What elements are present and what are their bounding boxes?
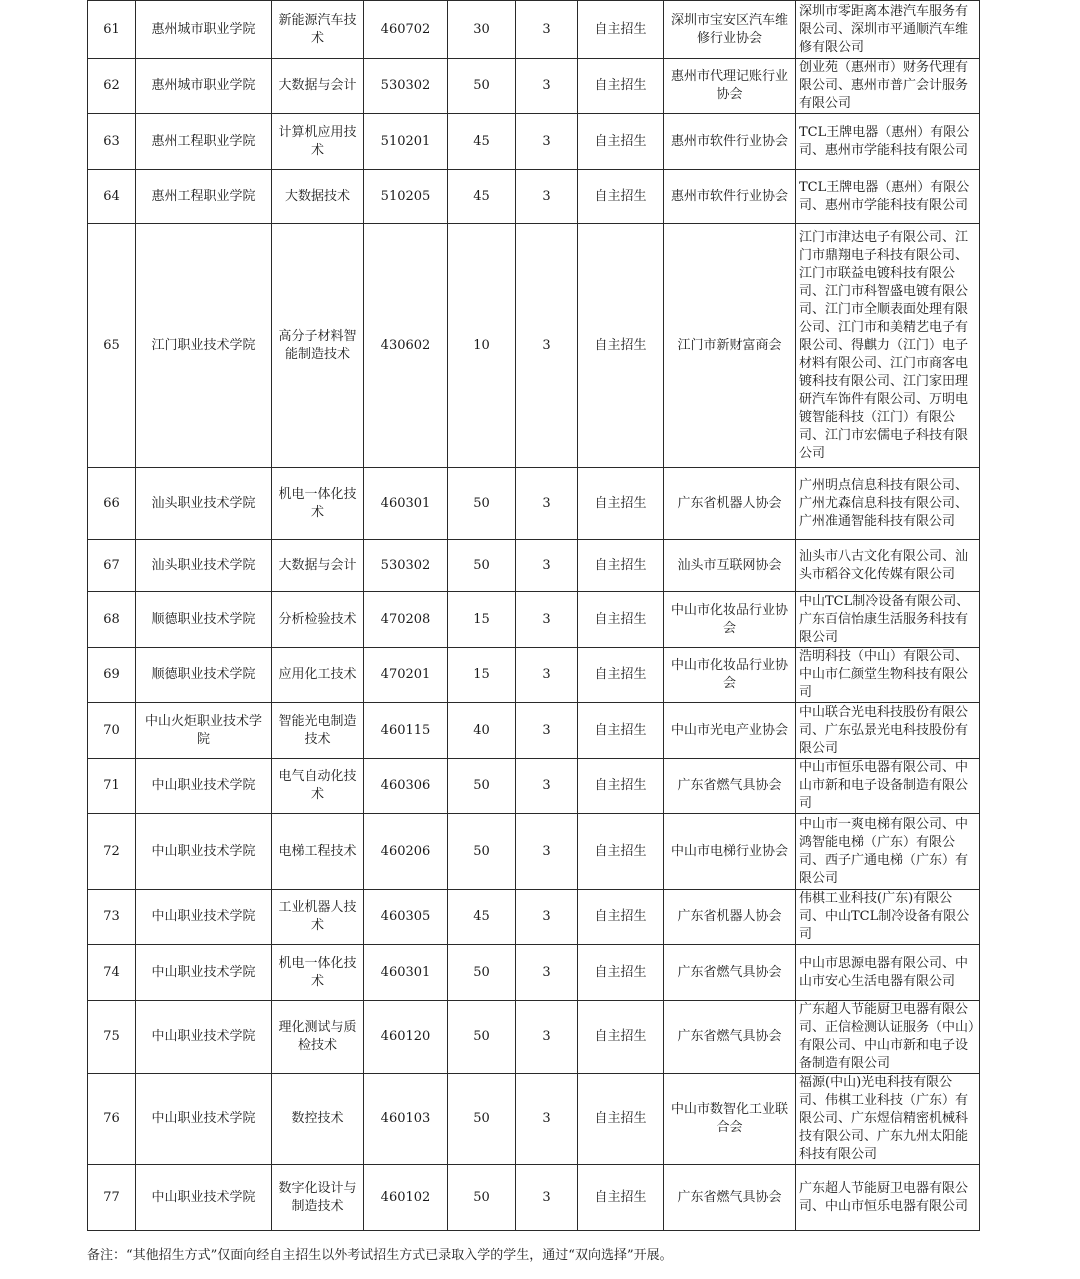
association-name: 中山市数智化工业联合会 [664, 1074, 796, 1165]
admission-mode: 自主招生 [578, 59, 664, 114]
major-name: 分析检验技术 [272, 592, 364, 648]
major-name: 工业机器人技术 [272, 890, 364, 945]
study-years: 3 [516, 703, 578, 759]
study-years: 3 [516, 114, 578, 170]
table-row [88, 945, 980, 1001]
school-name: 中山职业技术学院 [136, 1165, 272, 1231]
school-name: 汕头职业技术学院 [136, 468, 272, 540]
row-number: 74 [88, 945, 136, 1001]
table-row [88, 1165, 980, 1231]
admission-table-page [87, 0, 979, 1231]
association-name: 中山市化妆品行业协会 [664, 648, 796, 703]
study-years: 3 [516, 759, 578, 814]
table-row [88, 648, 980, 703]
association-name: 惠州市软件行业协会 [664, 170, 796, 224]
school-name: 江门职业技术学院 [136, 224, 272, 468]
school-name: 惠州工程职业学院 [136, 114, 272, 170]
major-name: 大数据与会计 [272, 540, 364, 592]
row-number: 72 [88, 814, 136, 890]
plan-count: 40 [448, 703, 516, 759]
row-number: 64 [88, 170, 136, 224]
partner-companies: 广东超人节能厨卫电器有限公司、中山市恒乐电器有限公司 [796, 1165, 980, 1231]
partner-companies: 中山TCL制冷设备有限公司、广东百信怡康生活服务科技有限公司 [796, 592, 980, 648]
study-years: 3 [516, 648, 578, 703]
major-name: 数字化设计与制造技术 [272, 1165, 364, 1231]
admission-mode: 自主招生 [578, 224, 664, 468]
plan-count: 50 [448, 1074, 516, 1165]
major-name: 高分子材料智能制造技术 [272, 224, 364, 468]
major-name: 理化测试与质检技术 [272, 1001, 364, 1074]
admission-mode: 自主招生 [578, 468, 664, 540]
partner-companies: TCL王牌电器（惠州）有限公司、惠州市学能科技有限公司 [796, 114, 980, 170]
association-name: 中山市化妆品行业协会 [664, 592, 796, 648]
partner-companies: 中山市一爽电梯有限公司、中鸿智能电梯（广东）有限公司、西子广通电梯（广东）有限公司 [796, 814, 980, 890]
association-name: 中山市光电产业协会 [664, 703, 796, 759]
row-number: 75 [88, 1001, 136, 1074]
plan-count: 15 [448, 648, 516, 703]
school-name: 中山职业技术学院 [136, 1074, 272, 1165]
major-name: 电梯工程技术 [272, 814, 364, 890]
row-number: 71 [88, 759, 136, 814]
row-number: 73 [88, 890, 136, 945]
plan-count: 10 [448, 224, 516, 468]
table-row [88, 59, 980, 114]
table-row [88, 468, 980, 540]
row-number: 70 [88, 703, 136, 759]
row-number: 67 [88, 540, 136, 592]
major-name: 大数据技术 [272, 170, 364, 224]
major-code: 530302 [364, 59, 448, 114]
association-name: 广东省燃气具协会 [664, 759, 796, 814]
major-name: 数控技术 [272, 1074, 364, 1165]
admission-mode: 自主招生 [578, 540, 664, 592]
association-name: 汕头市互联网协会 [664, 540, 796, 592]
major-code: 460102 [364, 1165, 448, 1231]
study-years: 3 [516, 890, 578, 945]
association-name: 惠州市代理记账行业协会 [664, 59, 796, 114]
footnote: 备注：“其他招生方式”仅面向经自主招生以外考试招生方式已录取入学的学生，通过“双向选择”开展。 [87, 1248, 673, 1263]
school-name: 惠州城市职业学院 [136, 1, 272, 59]
study-years: 3 [516, 1074, 578, 1165]
table-row [88, 814, 980, 890]
admission-mode: 自主招生 [578, 648, 664, 703]
association-name: 广东省燃气具协会 [664, 945, 796, 1001]
admission-mode: 自主招生 [578, 592, 664, 648]
major-name: 电气自动化技术 [272, 759, 364, 814]
plan-count: 45 [448, 890, 516, 945]
school-name: 中山火炬职业技术学院 [136, 703, 272, 759]
association-name: 广东省机器人协会 [664, 468, 796, 540]
major-name: 计算机应用技术 [272, 114, 364, 170]
study-years: 3 [516, 592, 578, 648]
major-name: 大数据与会计 [272, 59, 364, 114]
major-code: 510205 [364, 170, 448, 224]
association-name: 中山市电梯行业协会 [664, 814, 796, 890]
study-years: 3 [516, 540, 578, 592]
partner-companies: 福源(中山)光电科技有限公司、伟棋工业科技（广东）有限公司、广东煜信精密机械科技有限公司、广东九州太阳能科技有限公司 [796, 1074, 980, 1165]
association-name: 广东省燃气具协会 [664, 1165, 796, 1231]
plan-count: 45 [448, 170, 516, 224]
major-code: 460306 [364, 759, 448, 814]
plan-count: 45 [448, 114, 516, 170]
partner-companies: 汕头市八古文化有限公司、汕头市稻谷文化传媒有限公司 [796, 540, 980, 592]
study-years: 3 [516, 814, 578, 890]
study-years: 3 [516, 1, 578, 59]
major-code: 460120 [364, 1001, 448, 1074]
plan-count: 50 [448, 540, 516, 592]
admission-mode: 自主招生 [578, 759, 664, 814]
major-code: 430602 [364, 224, 448, 468]
row-number: 65 [88, 224, 136, 468]
study-years: 3 [516, 1165, 578, 1231]
study-years: 3 [516, 1001, 578, 1074]
admission-mode: 自主招生 [578, 1165, 664, 1231]
admission-mode: 自主招生 [578, 945, 664, 1001]
table-body [88, 1, 980, 1231]
row-number: 62 [88, 59, 136, 114]
table-row [88, 170, 980, 224]
admission-mode: 自主招生 [578, 814, 664, 890]
major-code: 460103 [364, 1074, 448, 1165]
table-row [88, 759, 980, 814]
major-name: 新能源汽车技术 [272, 1, 364, 59]
major-name: 机电一体化技术 [272, 468, 364, 540]
admission-mode: 自主招生 [578, 170, 664, 224]
plan-count: 50 [448, 59, 516, 114]
plan-count: 50 [448, 1165, 516, 1231]
table-row [88, 592, 980, 648]
major-code: 460301 [364, 468, 448, 540]
partner-companies: 中山联合光电科技股份有限公司、广东弘景光电科技股份有限公司 [796, 703, 980, 759]
row-number: 61 [88, 1, 136, 59]
study-years: 3 [516, 170, 578, 224]
major-code: 510201 [364, 114, 448, 170]
association-name: 广东省机器人协会 [664, 890, 796, 945]
school-name: 中山职业技术学院 [136, 1001, 272, 1074]
partner-companies: 伟棋工业科技(广东)有限公司、中山TCL制冷设备有限公司 [796, 890, 980, 945]
school-name: 顺德职业技术学院 [136, 592, 272, 648]
plan-count: 50 [448, 759, 516, 814]
table-row [88, 224, 980, 468]
association-name: 惠州市软件行业协会 [664, 114, 796, 170]
row-number: 76 [88, 1074, 136, 1165]
association-name: 广东省燃气具协会 [664, 1001, 796, 1074]
major-code: 470201 [364, 648, 448, 703]
admission-mode: 自主招生 [578, 703, 664, 759]
partner-companies: 中山市恒乐电器有限公司、中山市新和电子设备制造有限公司 [796, 759, 980, 814]
association-name: 深圳市宝安区汽车维修行业协会 [664, 1, 796, 59]
partner-companies: 深圳市零距离本港汽车服务有限公司、深圳市平通顺汽车维修有限公司 [796, 1, 980, 59]
study-years: 3 [516, 945, 578, 1001]
school-name: 惠州工程职业学院 [136, 170, 272, 224]
partner-companies: 创业苑（惠州市）财务代理有限公司、惠州市普广会计服务有限公司 [796, 59, 980, 114]
row-number: 66 [88, 468, 136, 540]
partner-companies: 江门市津达电子有限公司、江门市鼎翔电子科技有限公司、江门市联益电镀科技有限公司、江门市科智盛电镀有限公司、江门市全顺表面处理有限公司、江门市和美精艺电子有限公司、得麒力（江门）电子材料有限公司、江门市商客电镀科技有限公司、江门家田理研汽车饰件有限公司、万明电镀智能科技（江门）有限公司、江门市宏儒电子科技有限公司 [796, 224, 980, 468]
major-code: 530302 [364, 540, 448, 592]
study-years: 3 [516, 59, 578, 114]
study-years: 3 [516, 468, 578, 540]
table-row [88, 114, 980, 170]
partner-companies: 中山市思源电器有限公司、中山市安心生活电器有限公司 [796, 945, 980, 1001]
partner-companies: 广东超人节能厨卫电器有限公司、正信检测认证服务（中山）有限公司、中山市新和电子设备制造有限公司 [796, 1001, 980, 1074]
study-years: 3 [516, 224, 578, 468]
plan-count: 50 [448, 468, 516, 540]
school-name: 中山职业技术学院 [136, 890, 272, 945]
admission-mode: 自主招生 [578, 1074, 664, 1165]
major-code: 460305 [364, 890, 448, 945]
school-name: 中山职业技术学院 [136, 945, 272, 1001]
major-code: 460115 [364, 703, 448, 759]
table-row [88, 1074, 980, 1165]
school-name: 中山职业技术学院 [136, 759, 272, 814]
school-name: 惠州城市职业学院 [136, 59, 272, 114]
admission-mode: 自主招生 [578, 114, 664, 170]
plan-count: 50 [448, 1001, 516, 1074]
major-code: 460301 [364, 945, 448, 1001]
association-name: 江门市新财富商会 [664, 224, 796, 468]
row-number: 77 [88, 1165, 136, 1231]
admission-table [87, 0, 980, 1231]
major-code: 460206 [364, 814, 448, 890]
admission-mode: 自主招生 [578, 1, 664, 59]
table-row [88, 890, 980, 945]
partner-companies: 浩明科技（中山）有限公司、中山市仁颜堂生物科技有限公司 [796, 648, 980, 703]
major-name: 智能光电制造技术 [272, 703, 364, 759]
school-name: 顺德职业技术学院 [136, 648, 272, 703]
plan-count: 50 [448, 945, 516, 1001]
row-number: 63 [88, 114, 136, 170]
plan-count: 30 [448, 1, 516, 59]
table-row [88, 1, 980, 59]
school-name: 中山职业技术学院 [136, 814, 272, 890]
table-row [88, 540, 980, 592]
admission-mode: 自主招生 [578, 890, 664, 945]
major-name: 应用化工技术 [272, 648, 364, 703]
table-row [88, 1001, 980, 1074]
plan-count: 15 [448, 592, 516, 648]
table-row [88, 703, 980, 759]
partner-companies: 广州明点信息科技有限公司、广州尤森信息科技有限公司、广州准通智能科技有限公司 [796, 468, 980, 540]
row-number: 69 [88, 648, 136, 703]
partner-companies: TCL王牌电器（惠州）有限公司、惠州市学能科技有限公司 [796, 170, 980, 224]
school-name: 汕头职业技术学院 [136, 540, 272, 592]
major-name: 机电一体化技术 [272, 945, 364, 1001]
row-number: 68 [88, 592, 136, 648]
admission-mode: 自主招生 [578, 1001, 664, 1074]
plan-count: 50 [448, 814, 516, 890]
major-code: 470208 [364, 592, 448, 648]
major-code: 460702 [364, 1, 448, 59]
